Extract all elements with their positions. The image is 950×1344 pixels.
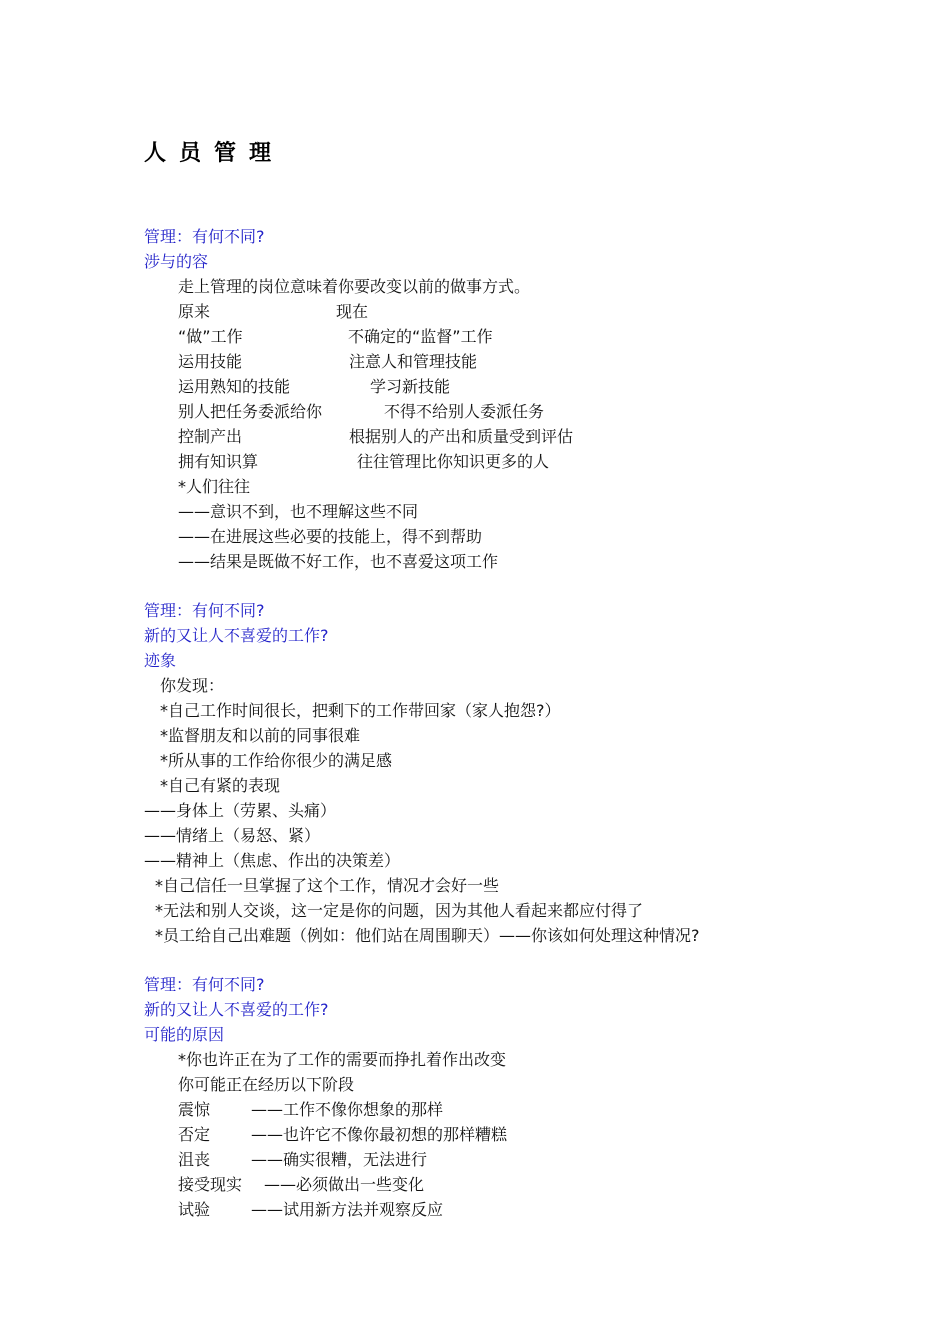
stage-desc: ——也许它不像你最初想的那样糟糕 <box>251 1125 508 1144</box>
compare-new: 注意人和管理技能 <box>349 352 478 371</box>
stage-name: 否定 <box>178 1125 211 1144</box>
dash-item: ——在进展这些必要的技能上，得不到帮助 <box>178 527 483 546</box>
reason-line: 你可能正在经历以下阶段 <box>178 1075 355 1094</box>
compare-new: 往往管理比你知识更多的人 <box>357 452 550 471</box>
section3-topic: 可能的原因 <box>144 1025 225 1044</box>
section1-subheading: 涉与的容 <box>144 252 209 271</box>
dash-item: ——结果是既做不好工作，也不喜爱这项工作 <box>178 552 499 571</box>
stage-desc: ——确实很糟，无法进行 <box>251 1150 428 1169</box>
compare-old: 别人把任务委派给你 <box>178 402 323 421</box>
section3-subheading: 新的又让人不喜爱的工作? <box>144 1000 329 1019</box>
column-header-new: 现在 <box>336 302 369 321</box>
stage-name: 沮丧 <box>178 1150 211 1169</box>
dash-item: ——意识不到，也不理解这些不同 <box>178 502 419 521</box>
sign-item: *自己有紧的表现 <box>160 776 281 795</box>
compare-old: “做”工作 <box>178 327 243 346</box>
sign-item: *自己工作时间很长，把剩下的工作带回家（家人抱怨?） <box>160 701 561 720</box>
stage-name: 接受现实 <box>178 1175 243 1194</box>
page-title: 人员管理 <box>144 141 285 166</box>
compare-old: 运用熟知的技能 <box>178 377 291 396</box>
compare-old: 拥有知识算 <box>178 452 259 471</box>
section1-heading: 管理：有何不同? <box>144 227 265 246</box>
stage-desc: ——试用新方法并观察反应 <box>251 1200 444 1219</box>
compare-new: 不确定的“监督”工作 <box>348 327 493 346</box>
compare-old: 运用技能 <box>178 352 243 371</box>
section2-subheading: 新的又让人不喜爱的工作? <box>144 626 329 645</box>
section2-heading: 管理：有何不同? <box>144 601 265 620</box>
symptom-item: ——身体上（劳累、头痛） <box>144 801 337 820</box>
stage-desc: ——工作不像你想象的那样 <box>251 1100 444 1119</box>
reason-line: *你也许正在为了工作的需要而挣扎着作出改变 <box>178 1050 507 1069</box>
symptom-item: ——情绪上（易怒、紧） <box>144 826 321 845</box>
column-header-old: 原来 <box>178 302 211 321</box>
stage-name: 试验 <box>178 1200 211 1219</box>
sign-item: *员工给自己出难题（例如：他们站在周围聊天）——你该如何处理这种情况? <box>155 926 700 945</box>
stage-name: 震惊 <box>178 1100 211 1119</box>
symptom-item: ——精神上（焦虑、作出的决策差） <box>144 851 401 870</box>
sign-item: *监督朋友和以前的同事很难 <box>160 726 361 745</box>
sign-item: *无法和别人交谈，这一定是你的问题，因为其他人看起来都应付得了 <box>155 901 644 920</box>
compare-new: 不得不给别人委派任务 <box>384 402 545 421</box>
found-label: 你发现： <box>160 676 225 695</box>
section3-heading: 管理：有何不同? <box>144 975 265 994</box>
people-note: *人们往往 <box>178 477 251 496</box>
sign-item: *所从事的工作给你很少的满足感 <box>160 751 393 770</box>
stage-desc: ——必须做出一些变化 <box>264 1175 425 1194</box>
section1-intro: 走上管理的岗位意味着你要改变以前的做事方式。 <box>178 277 531 296</box>
section2-topic: 迹象 <box>144 651 177 670</box>
compare-new: 根据别人的产出和质量受到评估 <box>349 427 574 446</box>
sign-item: *自己信任一旦掌握了这个工作，情况才会好一些 <box>155 876 500 895</box>
compare-old: 控制产出 <box>178 427 243 446</box>
compare-new: 学习新技能 <box>370 377 451 396</box>
